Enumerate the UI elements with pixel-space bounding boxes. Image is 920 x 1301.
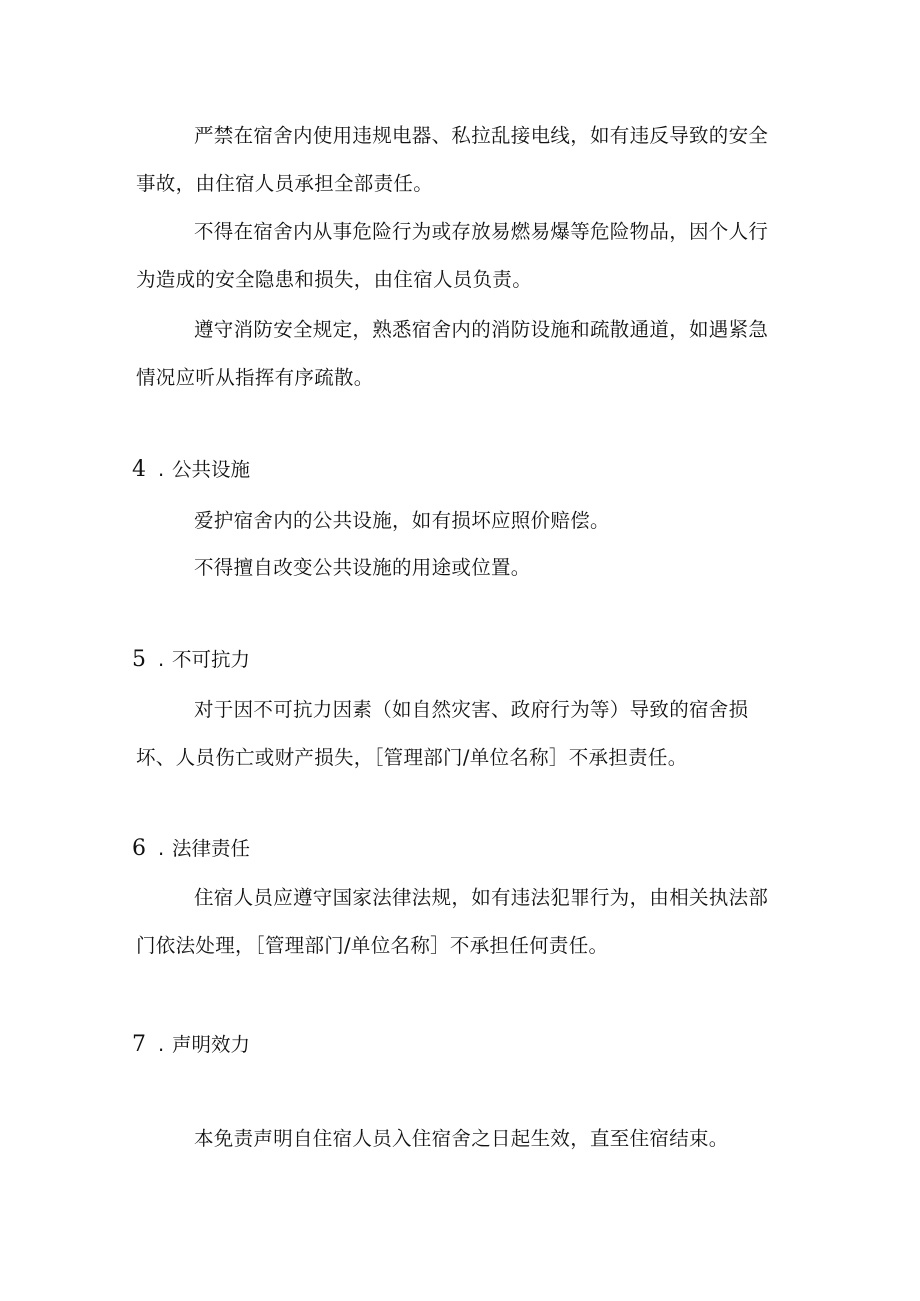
paragraph-no-alteration: 不得擅自改变公共设施的用途或位置。 <box>194 556 531 579</box>
section-title: 公共设施 <box>172 458 251 481</box>
section-number: 4 <box>132 457 146 482</box>
section-dot: . <box>158 458 165 481</box>
paragraph-statement-validity: 本免责声明自住宿人员入住宿舍之日起生效，直至住宿结束。 <box>194 1127 729 1150</box>
paragraph-electrical-safety: 严禁在宿舍内使用违规电器、私拉乱接电线，如有违反导致的安全事故，由住宿人员承担全部责任。 <box>136 124 769 195</box>
paragraph-legal-liability: 住宿人员应遵守国家法律法规，如有违法犯罪行为，由相关执法部门依法处理，［管理部门/单位名称］不承担任何责任。 <box>136 886 769 957</box>
section-title: 法律责任 <box>172 837 251 860</box>
section-heading-statement-validity <box>132 1030 250 1060</box>
section-heading-force-majeure <box>132 645 250 675</box>
section-heading-public-facilities <box>132 455 250 485</box>
section-number: 5 <box>132 647 146 672</box>
section-number: 7 <box>132 1032 146 1057</box>
paragraph-force-majeure: 对于因不可抗力因素（如自然灾害、政府行为等）导致的宿舍损坏、人员伤亡或财产损失，［管理部门/单位名称］不承担责任。 <box>136 698 749 769</box>
paragraph-protect-facilities: 爱护宿舍内的公共设施，如有损坏应照价赔偿。 <box>194 509 610 532</box>
section-number: 6 <box>132 836 146 861</box>
section-title: 声明效力 <box>172 1033 251 1056</box>
section-dot: . <box>158 837 165 860</box>
section-dot: . <box>158 648 165 671</box>
section-title: 不可抗力 <box>172 648 251 671</box>
paragraph-fire-safety: 遵守消防安全规定，熟悉宿舍内的消防设施和疏散通道，如遇紧急情况应听从指挥有序疏散。 <box>136 318 769 389</box>
section-dot: . <box>158 1033 165 1056</box>
section-heading-legal-liability <box>132 834 250 864</box>
paragraph-dangerous-items: 不得在宿舍内从事危险行为或存放易燃易爆等危险物品，因个人行为造成的安全隐患和损失，由住宿人员负责。 <box>136 220 769 291</box>
